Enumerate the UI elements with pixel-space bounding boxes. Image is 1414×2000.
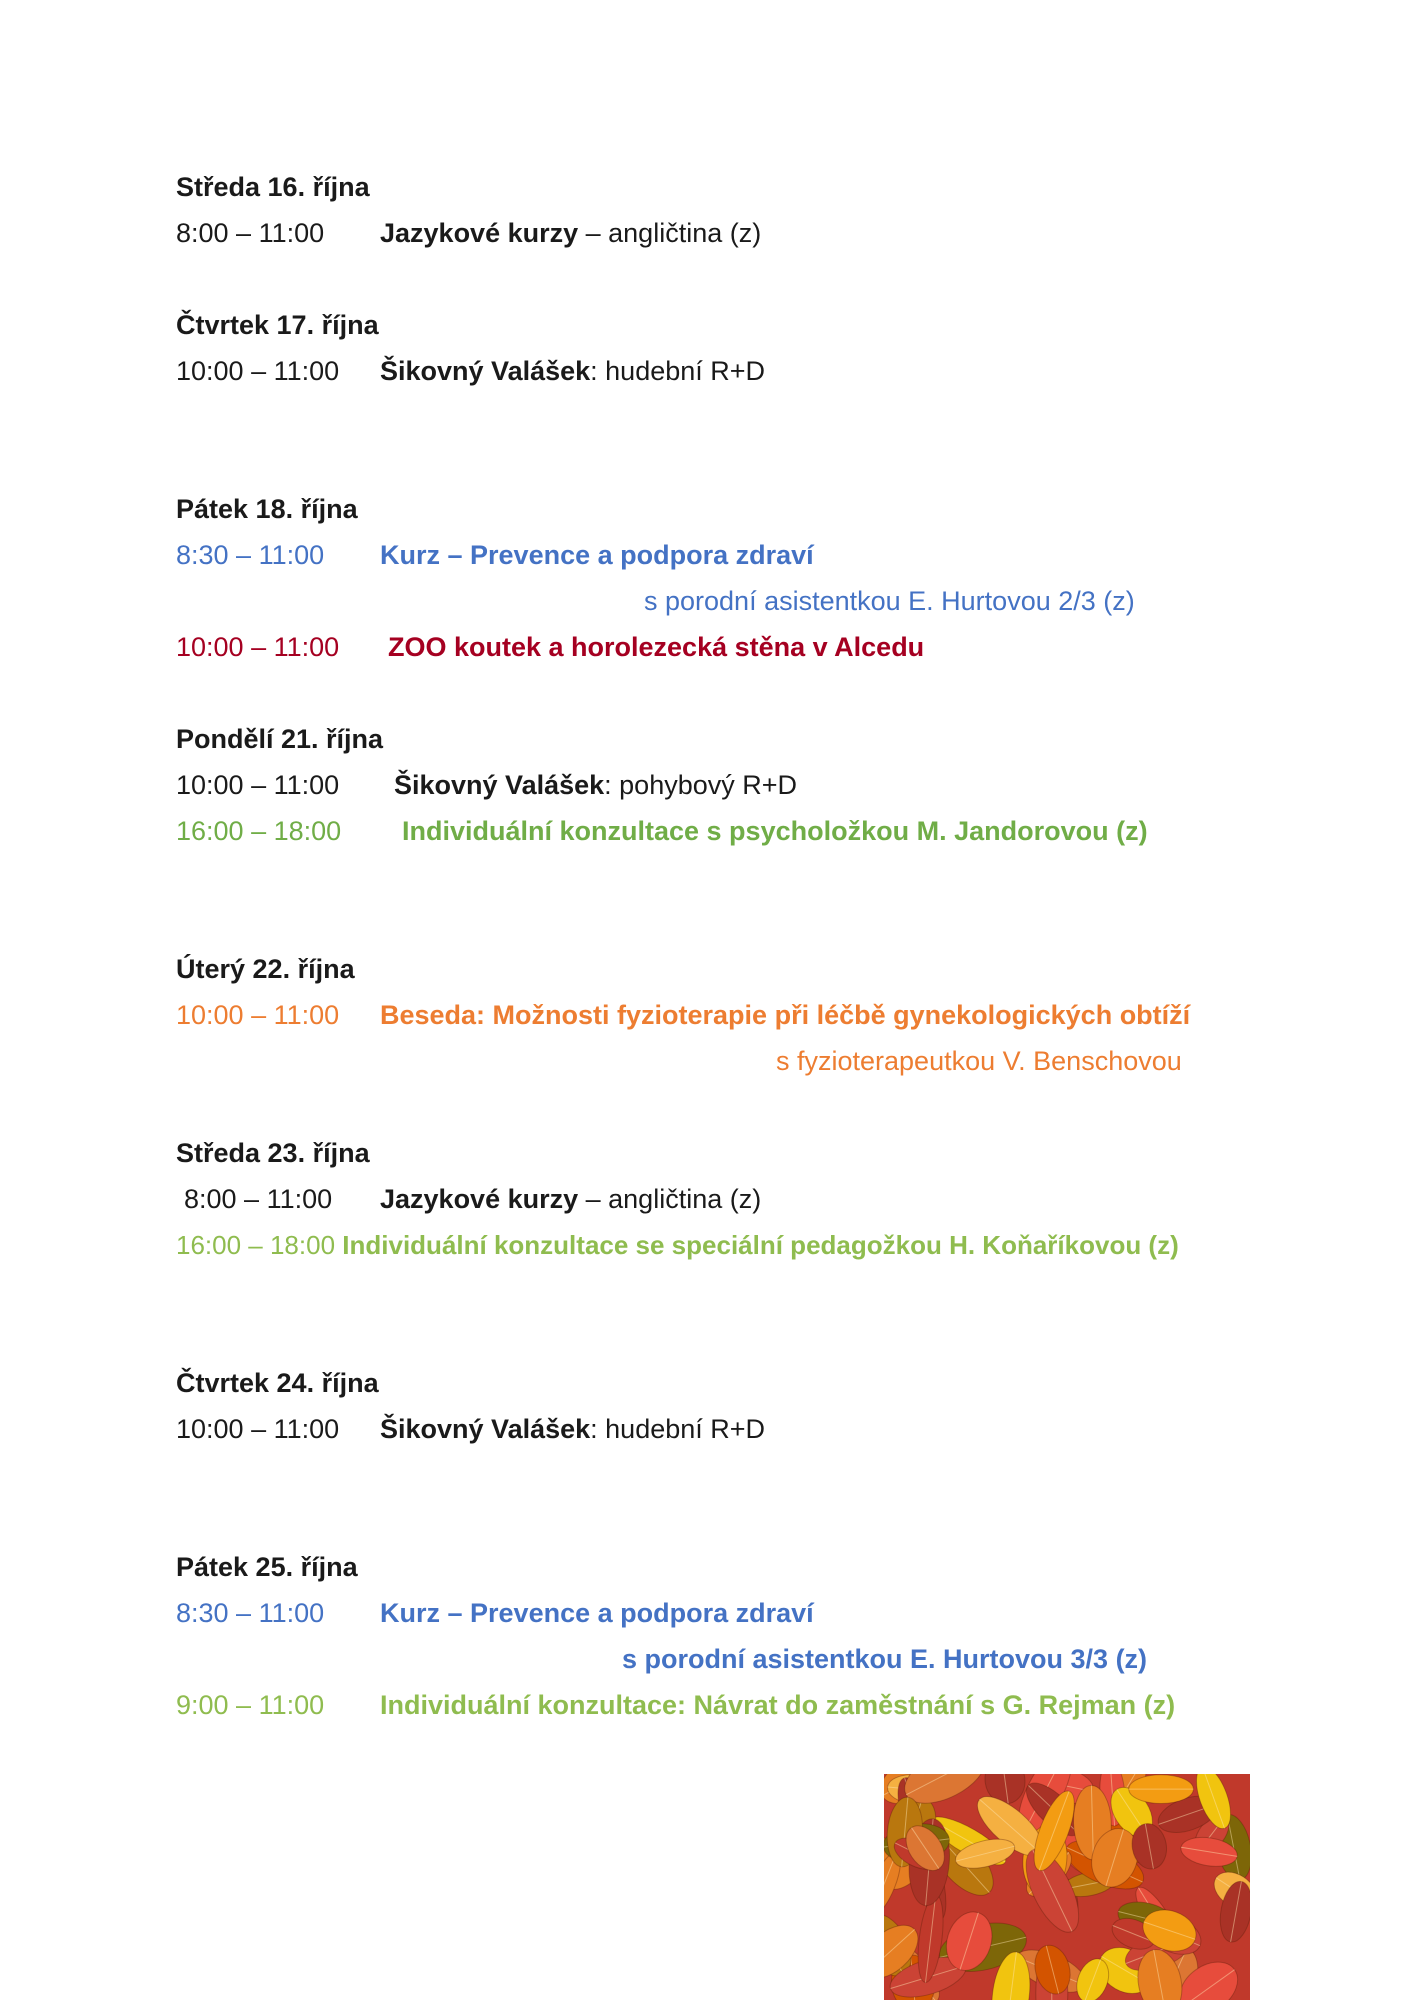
event-title: Individuální konzultace se speciální pedagožkou H. Koňaříkovou (z): [342, 1230, 1179, 1260]
schedule-item: [176, 538, 814, 572]
time: 8:30 – 11:00: [176, 540, 325, 570]
event-detail: – angličtina (z): [578, 1184, 762, 1214]
time: 16:00 – 18:00: [176, 816, 342, 846]
time: 8:00 – 11:00: [176, 218, 325, 248]
day-heading: Středa 23. října: [176, 1138, 370, 1168]
event-title: Šikovný Valášek: [380, 356, 591, 386]
time: 10:00 – 11:00: [176, 770, 340, 800]
event-title: Individuální konzultace: Návrat do zaměstnání s G. Rejman (z): [380, 1690, 1176, 1720]
event-detail: : pohybový R+D: [604, 770, 798, 800]
schedule-item: [176, 768, 797, 802]
event-title: Jazykové kurzy: [380, 218, 579, 248]
event-detail: : hudební R+D: [590, 1414, 766, 1444]
event-detail: s fyzioterapeutkou V. Benschovou: [776, 1046, 1182, 1076]
leaves-illustration: [884, 1774, 1250, 2000]
schedule-item: [176, 1688, 1175, 1722]
day-heading: Pátek 18. října: [176, 494, 358, 524]
autumn-leaves-photo: [884, 1774, 1250, 2000]
schedule-item: [184, 1182, 761, 1216]
schedule-item: [176, 630, 924, 664]
schedule-item: [176, 1228, 1179, 1262]
event-title: Jazykové kurzy: [380, 1184, 579, 1214]
day-heading: Středa 16. října: [176, 172, 370, 202]
day-heading: Čtvrtek 24. října: [176, 1368, 379, 1398]
time: 10:00 – 11:00: [176, 356, 340, 386]
time: 10:00 – 11:00: [176, 1414, 340, 1444]
day-heading: Pátek 25. října: [176, 1552, 358, 1582]
day-heading: Úterý 22. října: [176, 954, 355, 984]
event-title: Individuální konzultace s psycholožkou M. Jandorovou (z): [402, 816, 1148, 846]
event-title: Kurz – Prevence a podpora zdraví: [380, 1598, 814, 1628]
day-heading: Čtvrtek 17. října: [176, 310, 379, 340]
event-title: Šikovný Valášek: [394, 770, 605, 800]
schedule-item: [176, 998, 1190, 1032]
event-title: ZOO koutek a horolezecká stěna v Alcedu: [388, 632, 925, 662]
event-detail: s porodní asistentkou E. Hurtovou 3/3 (z): [622, 1644, 1148, 1674]
event-title: Kurz – Prevence a podpora zdraví: [380, 540, 814, 570]
time: 8:00 – 11:00: [184, 1184, 333, 1214]
time: 8:30 – 11:00: [176, 1598, 325, 1628]
time: 9:00 – 11:00: [176, 1690, 325, 1720]
schedule-item: [176, 1412, 765, 1446]
event-title: Šikovný Valášek: [380, 1414, 591, 1444]
time: 10:00 – 11:00: [176, 1000, 340, 1030]
event-detail: – angličtina (z): [578, 218, 762, 248]
event-title: Beseda: Možnosti fyzioterapie při léčbě gynekologických obtíží: [380, 1000, 1191, 1030]
schedule-item: [176, 1596, 814, 1630]
event-detail: s porodní asistentkou E. Hurtovou 2/3 (z): [644, 586, 1135, 616]
event-detail: : hudební R+D: [590, 356, 766, 386]
time: 10:00 – 11:00: [176, 632, 340, 662]
day-heading: Pondělí 21. října: [176, 724, 384, 754]
schedule-item: [176, 814, 1148, 848]
time: 16:00 – 18:00: [176, 1230, 336, 1260]
schedule-item: [176, 216, 761, 250]
schedule-item: [176, 354, 765, 388]
